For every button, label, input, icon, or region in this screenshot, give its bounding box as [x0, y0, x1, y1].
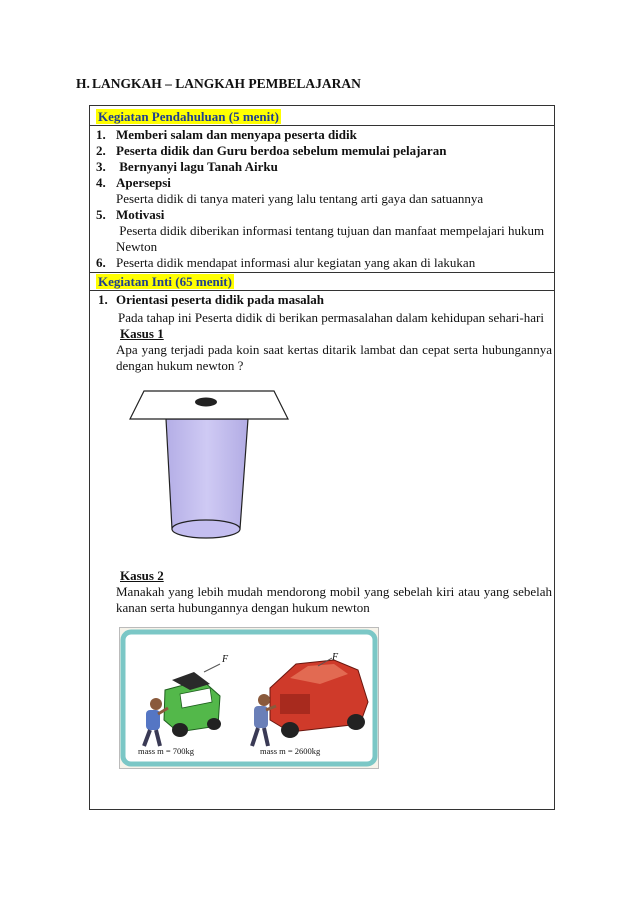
list-item-detail: Peserta didik diberikan informasi tentang tujuan dan manfaat mempelajari hukum Newton [116, 223, 548, 254]
kasus2-text: Manakah yang lebih mudah mendorong mobil yang sebelah kiri atau yang sebelah kanan serta hubungannya dengan hukum newton [116, 584, 552, 615]
section-number: H. [76, 76, 90, 91]
pendahuluan-header: Kegiatan Pendahuluan (5 menit) [98, 109, 279, 124]
force-label-left: F [222, 654, 229, 665]
glass-body [166, 419, 248, 529]
divider [90, 125, 554, 126]
list-item-detail: Peserta didik di tanya materi yang lalu tentang arti gaya dan satuannya [116, 191, 484, 206]
mass-label-right: mass m = 2600kg [260, 746, 321, 756]
inti-header: Kegiatan Inti (65 menit) [98, 274, 232, 289]
coin-paper-glass-illustration [124, 389, 290, 549]
divider [90, 290, 554, 291]
glass-bottom [172, 520, 240, 538]
divider [90, 272, 554, 273]
force-label-right: F [332, 652, 339, 663]
kasus2-title: Kasus 2 [120, 568, 164, 583]
inti-intro: Pada tahap ini Peserta didik di berikan permasalahan dalam kehidupan sehari-hari [118, 310, 544, 325]
mass-label-left: mass m = 700kg [138, 746, 195, 756]
coin-icon [195, 398, 217, 407]
section-heading [76, 76, 361, 92]
kasus1-title: Kasus 1 [120, 326, 164, 341]
section-title: LANGKAH – LANGKAH PEMBELAJARAN [92, 76, 361, 91]
kasus1-text: Apa yang terjadi pada koin saat kertas ditarik lambat dan cepat serta hubungannya dengan hukum newton ? [116, 342, 552, 373]
lesson-table: Kegiatan Pendahuluan (5 menit) 1. Memberi salam dan menyapa peserta didik 2. Peserta didik dan Guru berdoa sebelum memulai pelajaran 3. Bernyanyi lagu Tanah Airku 4. Apersepsi Peserta didik di tanya materi yang lalu tentang arti gaya dan satuannya 5. Motivasi Peserta didik diberikan informasi tentang tujuan dan manfaat mempelajari hukum Newton 6. Peserta didik mendapat informasi alur kegiatan yang akan di lakukan Kegiatan Inti (65 menit) 1. Orientasi peserta didik pada masalah Pada tahap ini Peserta didik di berikan permasalahan dalam kehidupan sehari-hari Kasus 1 Apa yang terjadi pada koin saat kertas ditarik lambat dan cepat serta hubungannya dengan hukum newton ? Kasus 2 Manakah yang lebih mudah mendorong mobil yang sebelah kiri atau yang sebelah kanan serta hubungannya dengan hukum newton F F mass m = 700kg mass m = 2600kg [89, 105, 555, 810]
cars-illustration [119, 627, 379, 769]
